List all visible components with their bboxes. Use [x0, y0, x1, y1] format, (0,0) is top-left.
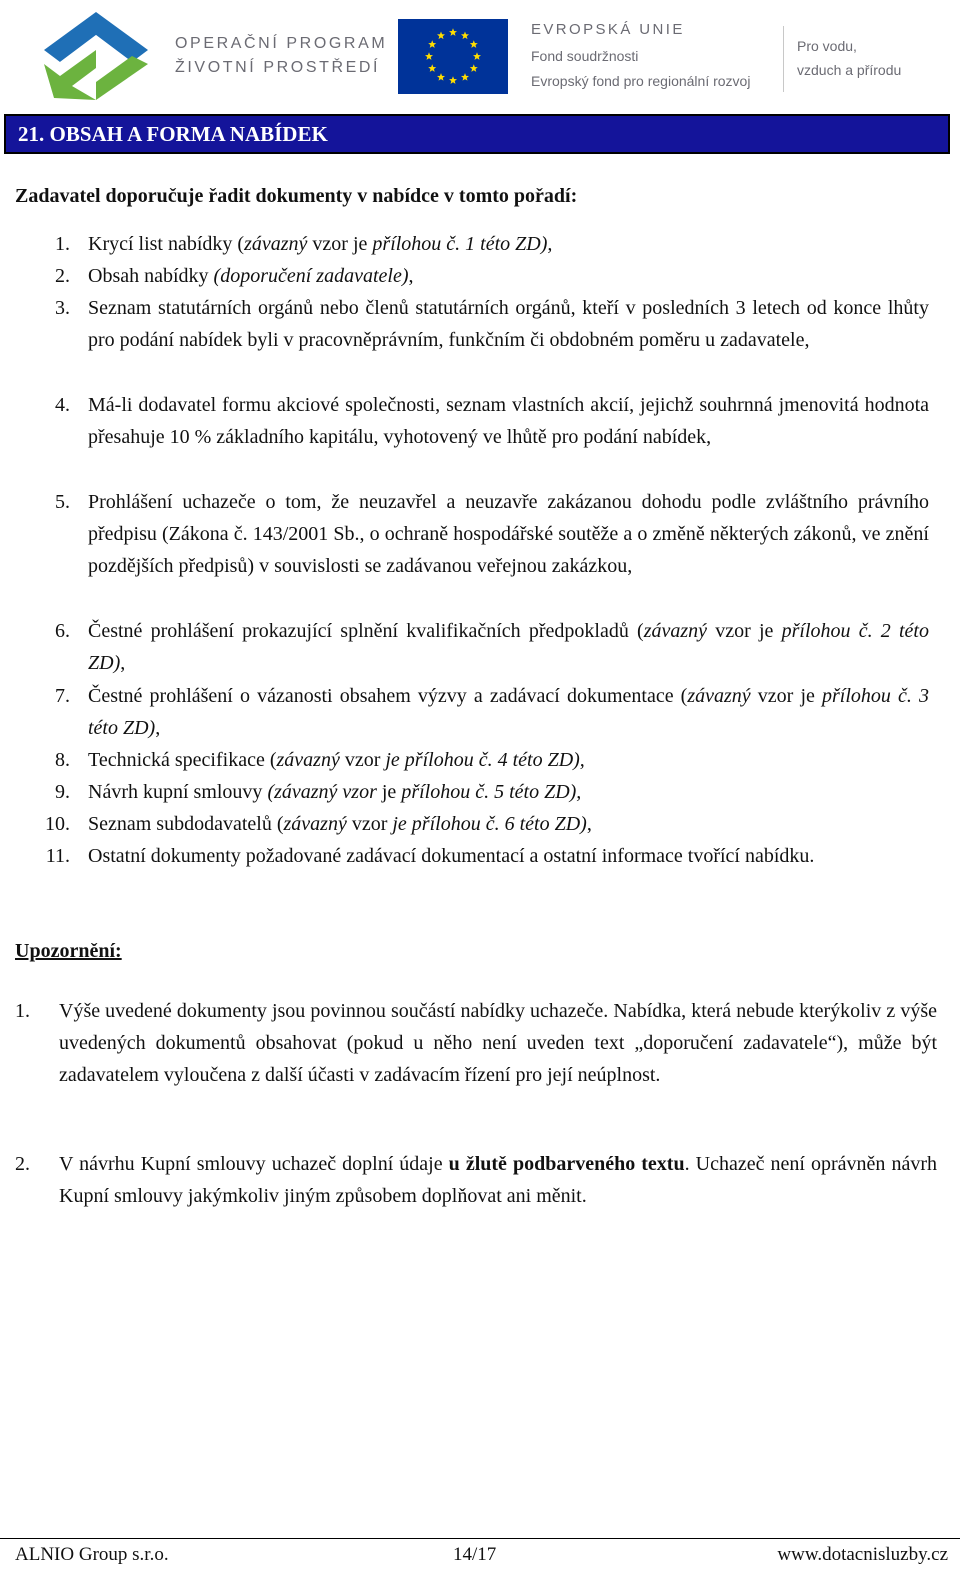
text-segment: je přílohou č. 4 této ZD), [385, 749, 585, 771]
warning-item-text [59, 1148, 937, 1212]
list-item-number: 8. [55, 749, 70, 771]
eu-flag-icon [398, 19, 508, 94]
page-header [0, 0, 960, 110]
text-segment: Seznam subdodavatelů ( [88, 813, 284, 835]
text-segment: (závazný vzor [267, 781, 377, 803]
list-item-text [88, 744, 929, 776]
warning-item-number: 2. [15, 1153, 30, 1175]
intro-text: Zadavatel doporučuje řadit dokumenty v nabídce v tomto pořadí: [15, 185, 578, 207]
section-heading-bar [4, 114, 950, 154]
op-zp-wordmark [175, 32, 387, 80]
op-line1: OPERAČNÍ PROGRAM [175, 35, 388, 52]
warning-item-text [59, 995, 937, 1091]
text-segment: přílohou č. 5 této ZD), [401, 781, 582, 803]
warning-item-number: 1. [15, 1000, 30, 1022]
footer-divider [0, 1538, 960, 1539]
text-segment: Prohlášení uchazeče o tom, že neuzavřel a neuzavře zakázanou dohodu podle zvláštního právního předpisu (Zákona č. 143/2001 Sb., o ochraně hospodářské soutěže a o změně některých zákonů, ve znění pozdějších předpisů) v souvislosti se zadávanou veřejnou zakázkou, [88, 491, 929, 577]
footer-company: ALNIO Group s.r.o. [15, 1544, 169, 1565]
warning-title: Upozornění: [15, 940, 122, 962]
list-item-text [88, 776, 929, 808]
text-segment: závazný [687, 685, 751, 707]
list-item-number: 4. [55, 394, 70, 416]
text-segment: vzor [346, 813, 393, 835]
text-segment: Čestné prohlášení prokazující splnění kvalifikačních předpokladů ( [88, 620, 644, 642]
eu-fund-cohesion: Fond soudržnosti [531, 48, 639, 64]
list-item-number: 7. [55, 685, 70, 707]
text-segment: V návrhu Kupní smlouvy uchazeč doplní údaje [59, 1153, 449, 1175]
list-item-text [88, 486, 929, 582]
text-segment: (doporučení zadavatele) [213, 265, 409, 287]
list-item-text [88, 615, 929, 679]
text-segment: závazný [283, 813, 347, 835]
list-item-number: 1. [55, 233, 70, 255]
eu-title: EVROPSKÁ UNIE [531, 21, 685, 38]
text-segment: Technická specifikace ( [88, 749, 277, 771]
text-segment: . Uchazeč není oprávněn návrh Kupní smlouvy jakýmkoliv jiným způsobem doplňovat ani měnit. [59, 1153, 937, 1207]
text-segment: Seznam statutárních orgánů nebo členů statutárních orgánů, kteří v posledních 3 letech od konce lhůty pro podání nabídek byli v pracovněprávním, funkčním či obdobném poměru u zadavatele, [88, 297, 929, 351]
text-segment: je přílohou č. 6 této ZD) [392, 813, 587, 835]
text-segment: přílohou č. 2 této ZD) [88, 620, 929, 674]
text-segment: vzor je [707, 620, 782, 642]
section-title: 21. OBSAH A FORMA NABÍDEK [18, 122, 328, 146]
list-item-number: 5. [55, 491, 70, 513]
slogan-line2: vzduch a přírodu [797, 62, 902, 78]
slogan [797, 34, 901, 82]
text-segment: Krycí list nabídky ( [88, 233, 245, 255]
list-item-text [88, 840, 929, 872]
text-segment: závazný [276, 749, 340, 771]
footer-page-number: 14/17 [453, 1544, 497, 1565]
text-segment: Návrh kupní smlouvy [88, 781, 268, 803]
list-item-number: 10. [45, 813, 70, 835]
op-zp-logo [36, 10, 156, 100]
slogan-line1: Pro vodu, [797, 38, 857, 54]
list-item-text [88, 680, 929, 744]
text-segment: závazný [244, 233, 308, 255]
op-line2: ŽIVOTNÍ PROSTŘEDÍ [175, 59, 381, 76]
list-item-text [88, 292, 929, 356]
text-segment: , [120, 652, 126, 674]
text-segment: , [155, 717, 161, 739]
list-item-number: 6. [55, 620, 70, 642]
text-segment: Výše uvedené dokumenty jsou povinnou součástí nabídky uchazeče. Nabídka, která nebude kterýkoliv z výše uvedených dokumentů obsahovat (pokud u něho není uveden text „doporučení zadavatele“), může být zadavatelem vyloučena z další účasti v zadávacím řízení pro její neúplnost. [59, 1000, 937, 1086]
text-segment: přílohou č. 1 této ZD), [372, 233, 553, 255]
text-segment: Má-li dodavatel formu akciové společnosti, seznam vlastních akcií, jejichž souhrnná jmenovitá hodnota přesahuje 10 % základního kapitálu, vyhotovený ve lhůtě pro podání nabídek, [88, 394, 929, 448]
header-divider [783, 26, 784, 92]
eu-fund-regional: Evropský fond pro regionální rozvoj [531, 73, 751, 89]
footer-website: www.dotacnisluzby.cz [777, 1544, 948, 1565]
list-item-number: 9. [55, 781, 70, 803]
list-item-number: 11. [45, 845, 70, 867]
text-segment: , [408, 265, 414, 287]
text-segment: vzor je [750, 685, 822, 707]
text-segment: , [586, 813, 592, 835]
list-item-text [88, 260, 929, 292]
list-item-text [88, 228, 929, 260]
text-segment: přílohou č. 3 této ZD) [88, 685, 929, 739]
text-segment: je [376, 781, 402, 803]
text-segment: u žlutě podbarveného textu [448, 1153, 685, 1175]
text-segment: Obsah nabídky [88, 265, 214, 287]
text-segment: Ostatní dokumenty požadované zadávací dokumentací a ostatní informace tvořící nabídku. [88, 845, 815, 867]
text-segment: Čestné prohlášení o vázanosti obsahem výzvy a zadávací dokumentace ( [88, 685, 688, 707]
text-segment: závazný [643, 620, 708, 642]
text-segment: vzor je [307, 233, 373, 255]
list-item-text [88, 389, 929, 453]
list-item-number: 2. [55, 265, 70, 287]
text-segment: vzor [339, 749, 386, 771]
list-item-number: 3. [55, 297, 70, 319]
list-item-text [88, 808, 929, 840]
